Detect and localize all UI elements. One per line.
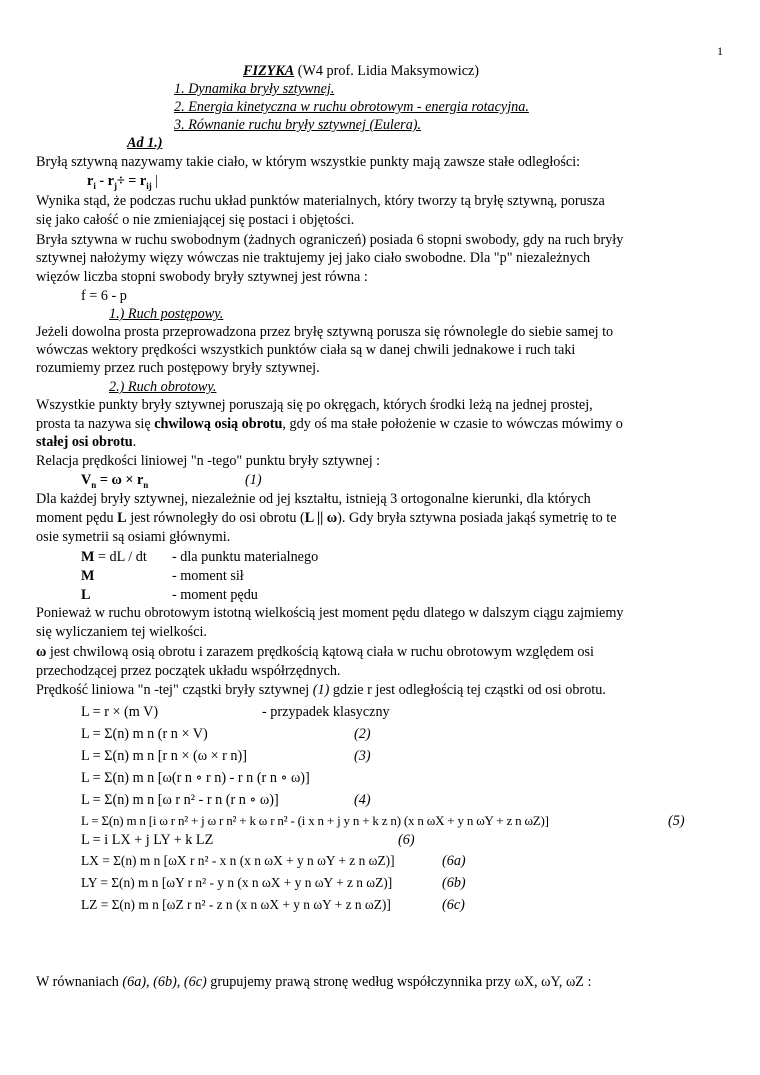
paragraph-wynika-1: Wynika stąd, że podczas ruchu układ punktów materialnych, który tworzy tą bryłę sztywną, porusza: [36, 193, 605, 209]
def-row-3: L: [81, 587, 91, 603]
equation-3-number: (3): [354, 748, 371, 764]
equation-4-number: (4): [354, 792, 371, 808]
paragraph-postep-1: Jeżeli dowolna prosta przeprowadzona przez bryłę sztywną porusza się równolegle do siebie samej to: [36, 324, 614, 340]
equation-6c-number: (6c): [442, 897, 465, 913]
equation-classic: L = r × (m V): [81, 704, 159, 720]
toc-item-3: 3. Równanie ruchu bryły sztywnej (Eulera).: [174, 117, 422, 133]
equation-2-number: (2): [354, 726, 371, 742]
equation-1: $V_n = \omega \times r_n$: [81, 472, 149, 490]
def-desc-3: - moment pędu: [172, 587, 258, 603]
equation-6: L = i LX + j LY + k LZ: [81, 832, 214, 848]
toc-item-2: 2. Energia kinetyczna w ruchu obrotowym - energia rotacyjna.: [174, 99, 529, 115]
equation-2: L = Σ(n) m n (r n × V): [81, 726, 208, 742]
def-desc-2: - moment sił: [172, 568, 244, 584]
equation-6c: LZ = Σ(n) m n [ωZ r n² - z n (x n ωX + y n ωY + z n ωZ)]: [81, 897, 391, 912]
paragraph-omega-1: ω jest chwilową osią obrotu i zarazem prędkością kątową ciała w ruchu obrotowym względem osi: [36, 644, 594, 660]
paragraph-obrot-2: prosta ta nazywa się chwilową osią obrotu, gdy oś ma stałe położenie w czasie to wówczas mówimy o: [36, 416, 623, 432]
equation-6a: LX = Σ(n) m n [ωX r n² - x n (x n ωX + y n ωY + z n ωZ)]: [81, 853, 395, 868]
paragraph-obrot-1: Wszystkie punkty bryły sztywnej poruszają się po okręgach, których środki leżą na jednej prostej,: [36, 397, 593, 413]
equation-6b-number: (6b): [442, 875, 466, 891]
paragraph-postep-3: rozumiemy przez ruch postępowy bryły sztywnej.: [36, 360, 320, 376]
page-number: 1: [717, 44, 723, 58]
paragraph-poniewaz-1: Ponieważ w ruchu obrotowym istotną wielkością jest moment pędu dlatego w dalszym ciągu zajmiemy: [36, 605, 624, 621]
document-author: (W4 prof. Lidia Maksymowicz): [297, 63, 480, 79]
def-row-1: M = dL / dt: [81, 549, 147, 565]
equation-5: L = Σ(n) m n [i ω r n² + j ω r n² + k ω r n² - (i x n + j y n + k z n) (x n ωX + y n ωY + z n ωZ)]: [81, 813, 549, 828]
toc-item-1: 1. Dynamika bryły sztywnej.: [174, 81, 335, 97]
paragraph-poniewaz-2: się wyliczaniem tej wielkości.: [36, 624, 207, 640]
section-ruch-obrotowy: 2.) Ruch obrotowy.: [109, 379, 217, 395]
paragraph-definition: Bryłą sztywną nazywamy takie ciało, w którym wszystkie punkty mają zawsze stałe odległości:: [36, 154, 581, 170]
document-title-line: [243, 62, 479, 80]
paragraph-obrot-3: stałej osi obrotu.: [36, 434, 137, 450]
def-row-2: M: [81, 568, 95, 584]
paragraph-swobod-1: Bryła sztywna w ruchu swobodnym (żadnych ograniczeń) posiada 6 stopni swobody, gdy na ruch bryły: [36, 232, 624, 248]
def-desc-1: - dla punktu materialnego: [172, 549, 319, 565]
equation-6a-number: (6a): [442, 853, 466, 869]
equation-3: L = Σ(n) m n [r n × (ω × r n)]: [81, 748, 247, 764]
equation-4: L = Σ(n) m n [ω r n² - r n (r n ∘ ω)]: [81, 792, 279, 808]
paragraph-swobod-2: sztywnej nałożymy więzy wówczas nie traktujemy jej jako ciało swobodne. Dla "p" niezależnych: [36, 250, 591, 266]
paragraph-relacja: Relacja prędkości liniowej "n -tego" punktu bryły sztywnej :: [36, 453, 381, 469]
paragraph-predkosc: Prędkość liniowa "n -tej" cząstki bryły sztywnej (1) gdzie r jest odległością tej cząstki od osi obrotu.: [36, 682, 606, 698]
section-ruch-postepowy: 1.) Ruch postępowy.: [109, 306, 224, 322]
paragraph-dla: Dla każdej bryły sztywnej, niezależnie od jej kształtu, istnieją 3 ortogonalne kierunki, dla których: [36, 491, 591, 507]
paragraph-wynika-2: się jako całość o nie zmieniającej się postaci i objętości.: [36, 212, 355, 228]
equation-f: f = 6 - p: [81, 288, 127, 304]
equation-3b: L = Σ(n) m n [ω(r n ∘ r n) - r n (r n ∘ ω)]: [81, 770, 310, 786]
equation-6-number: (6): [398, 832, 415, 848]
paragraph-final: W równaniach (6a), (6b), (6c) grupujemy prawą stronę według współczynnika przy ωX, ωY, ωZ :: [36, 974, 592, 990]
paragraph-omega-2: przechodzącej przez początek układu współrzędnych.: [36, 663, 341, 679]
equation-classic-comment: - przypadek klasyczny: [262, 704, 390, 720]
equation-distance: $r_i - r_j\div = r_{ij}$ |: [87, 173, 159, 191]
equation-6b: LY = Σ(n) m n [ωY r n² - y n (x n ωX + y n ωY + z n ωZ)]: [81, 875, 393, 890]
paragraph-osie: osie symetrii są osiami głównymi.: [36, 529, 231, 545]
section-ad1: Ad 1.): [127, 135, 163, 151]
paragraph-postep-2: wówczas wektory prędkości wszystkich punktów ciała są w danej chwili jednakowe i ruch taki: [36, 342, 576, 358]
equation-5-number: (5): [668, 813, 685, 829]
paragraph-swobod-3: więzów liczba stopni swobody bryły sztywnej jest równa :: [36, 269, 368, 285]
equation-1-number: (1): [245, 472, 262, 488]
paragraph-moment: moment pędu L jest równoległy do osi obrotu (L || ω). Gdy bryła sztywna posiada jakąś symetrię to te: [36, 510, 617, 526]
document-title: FIZYKA: [243, 63, 295, 79]
